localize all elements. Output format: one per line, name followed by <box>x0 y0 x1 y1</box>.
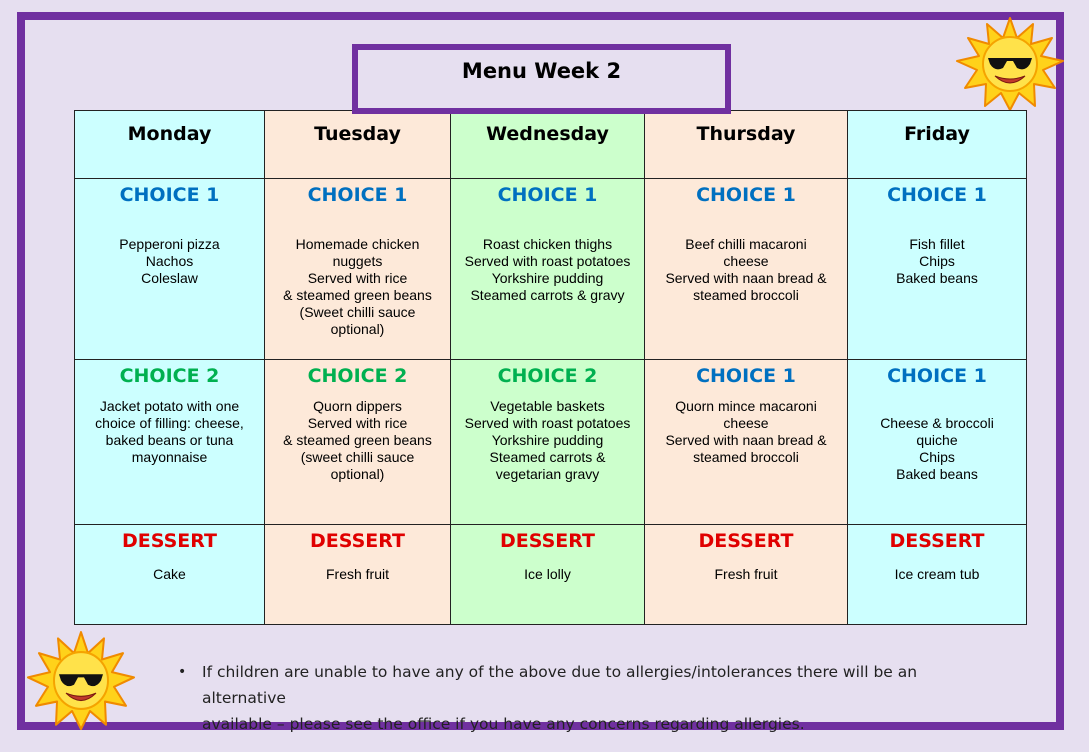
menu-cell <box>265 360 451 525</box>
menu-cell <box>848 525 1027 625</box>
menu-cell <box>645 360 848 525</box>
menu-item: vegetarian gravy <box>495 466 600 482</box>
day-header-thursday <box>645 111 848 179</box>
menu-item: Ice lolly <box>524 566 571 582</box>
menu-items <box>854 398 1020 483</box>
menu-item: Fresh fruit <box>325 566 389 582</box>
menu-items <box>457 236 638 304</box>
menu-item: Coleslaw <box>141 270 198 286</box>
choice-label: CHOICE 1 <box>696 184 796 206</box>
menu-item: baked beans or tuna <box>105 432 234 448</box>
choice-row-2 <box>75 360 1027 525</box>
dessert-label: DESSERT <box>310 530 405 552</box>
menu-item: steamed broccoli <box>693 287 799 303</box>
menu-item: Served with roast potatoes <box>464 253 631 269</box>
menu-item: Jacket potato with one <box>99 398 240 414</box>
menu-item: Quorn dippers <box>313 398 402 414</box>
title-box <box>352 44 731 114</box>
choice-label: CHOICE 1 <box>887 365 987 387</box>
menu-item: Cheese & broccoli <box>880 415 994 431</box>
menu-items <box>81 236 258 287</box>
menu-item: Nachos <box>145 253 194 269</box>
menu-cell <box>75 360 265 525</box>
menu-item: choice of filling: cheese, <box>95 415 244 431</box>
menu-cell <box>645 179 848 360</box>
table-header-row <box>75 111 1027 179</box>
menu-item: Fresh fruit <box>714 566 778 582</box>
menu-cell <box>451 525 645 625</box>
menu-items <box>271 398 444 483</box>
menu-items <box>457 398 638 483</box>
choice-label: CHOICE 1 <box>307 184 408 206</box>
choice-label: CHOICE 1 <box>497 184 598 206</box>
menu-cell <box>265 525 451 625</box>
choice-row-1 <box>75 179 1027 360</box>
menu-item: Yorkshire pudding <box>491 270 604 286</box>
menu-item: Served with naan bread & <box>665 270 827 286</box>
choice-label: CHOICE 1 <box>696 365 796 387</box>
menu-cell <box>645 525 848 625</box>
menu-item: Served with naan bread & <box>665 432 827 448</box>
menu-item: Roast chicken thighs <box>482 236 613 252</box>
dessert-label: DESSERT <box>500 530 595 552</box>
menu-item: Homemade chicken <box>295 236 420 252</box>
day-header-monday <box>75 111 265 179</box>
menu-item: Served with rice <box>307 270 408 286</box>
menu-item: Steamed carrots & <box>489 449 606 465</box>
menu-cell <box>848 360 1027 525</box>
menu-cell <box>451 360 645 525</box>
menu-items <box>81 398 258 466</box>
day-label: Thursday <box>696 123 796 145</box>
page-title: Menu Week 2 <box>461 59 622 83</box>
menu-item: Chips <box>919 253 955 269</box>
sun-sunglasses-icon <box>955 16 1065 111</box>
choice-label: CHOICE 1 <box>887 184 987 206</box>
menu-item: cheese <box>723 253 769 269</box>
menu-item: Served with roast potatoes <box>464 415 631 431</box>
menu-item: (Sweet chilli sauce <box>299 304 416 320</box>
notice-line: If children are unable to have any of the above due to allergies/intolerances there will be an alternative <box>202 663 918 707</box>
menu-item: (sweet chilli sauce <box>300 449 415 465</box>
menu-cell <box>848 179 1027 360</box>
menu-cell <box>75 525 265 625</box>
dessert-label: DESSERT <box>122 530 217 552</box>
day-label: Wednesday <box>486 123 609 145</box>
dessert-label: DESSERT <box>889 530 985 552</box>
menu-cell <box>265 179 451 360</box>
menu-item: Beef chilli macaroni <box>685 236 807 252</box>
menu-item: Steamed carrots & gravy <box>470 287 625 303</box>
notice-line: available – please see the office if you have any concerns regarding allergies. <box>202 715 805 733</box>
menu-item: Quorn mince macaroni <box>675 398 817 414</box>
dessert-label: DESSERT <box>698 530 794 552</box>
menu-item: quiche <box>916 432 958 448</box>
menu-item: optional) <box>330 321 385 337</box>
menu-item: Pepperoni pizza <box>119 236 220 252</box>
menu-item: & steamed green beans <box>283 432 432 448</box>
menu-item <box>854 398 1020 415</box>
menu-cell <box>75 179 265 360</box>
menu-item: & steamed green beans <box>283 287 432 303</box>
menu-item: Cake <box>153 566 186 582</box>
menu-item: steamed broccoli <box>693 449 799 465</box>
menu-item: Fish fillet <box>909 236 965 252</box>
day-header-wednesday <box>451 111 645 179</box>
menu-items <box>651 236 841 304</box>
menu-items <box>271 236 444 338</box>
sun-sunglasses-icon <box>26 630 136 730</box>
menu-item: mayonnaise <box>131 449 208 465</box>
menu-table <box>74 110 1027 625</box>
menu-item: Baked beans <box>896 466 978 482</box>
menu-items <box>651 398 841 466</box>
menu-items <box>854 236 1020 287</box>
menu-item: Baked beans <box>896 270 978 286</box>
day-header-friday <box>848 111 1027 179</box>
day-header-tuesday <box>265 111 451 179</box>
menu-item: Chips <box>919 449 955 465</box>
menu-item: Vegetable baskets <box>490 398 605 414</box>
menu-item: Ice cream tub <box>894 566 980 582</box>
day-label: Monday <box>127 123 212 145</box>
dessert-row <box>75 525 1027 625</box>
allergy-notice <box>178 659 998 737</box>
day-label: Friday <box>904 123 970 145</box>
choice-label: CHOICE 2 <box>307 365 408 387</box>
choice-label: CHOICE 1 <box>119 184 220 206</box>
choice-label: CHOICE 2 <box>497 365 598 387</box>
bullet-icon: • <box>178 664 187 680</box>
menu-cell <box>451 179 645 360</box>
menu-item: Served with rice <box>307 415 408 431</box>
choice-label: CHOICE 2 <box>119 365 220 387</box>
menu-item: optional) <box>330 466 385 482</box>
day-label: Tuesday <box>314 123 401 145</box>
menu-item: nuggets <box>332 253 383 269</box>
menu-item: cheese <box>723 415 769 431</box>
menu-item: Yorkshire pudding <box>491 432 604 448</box>
